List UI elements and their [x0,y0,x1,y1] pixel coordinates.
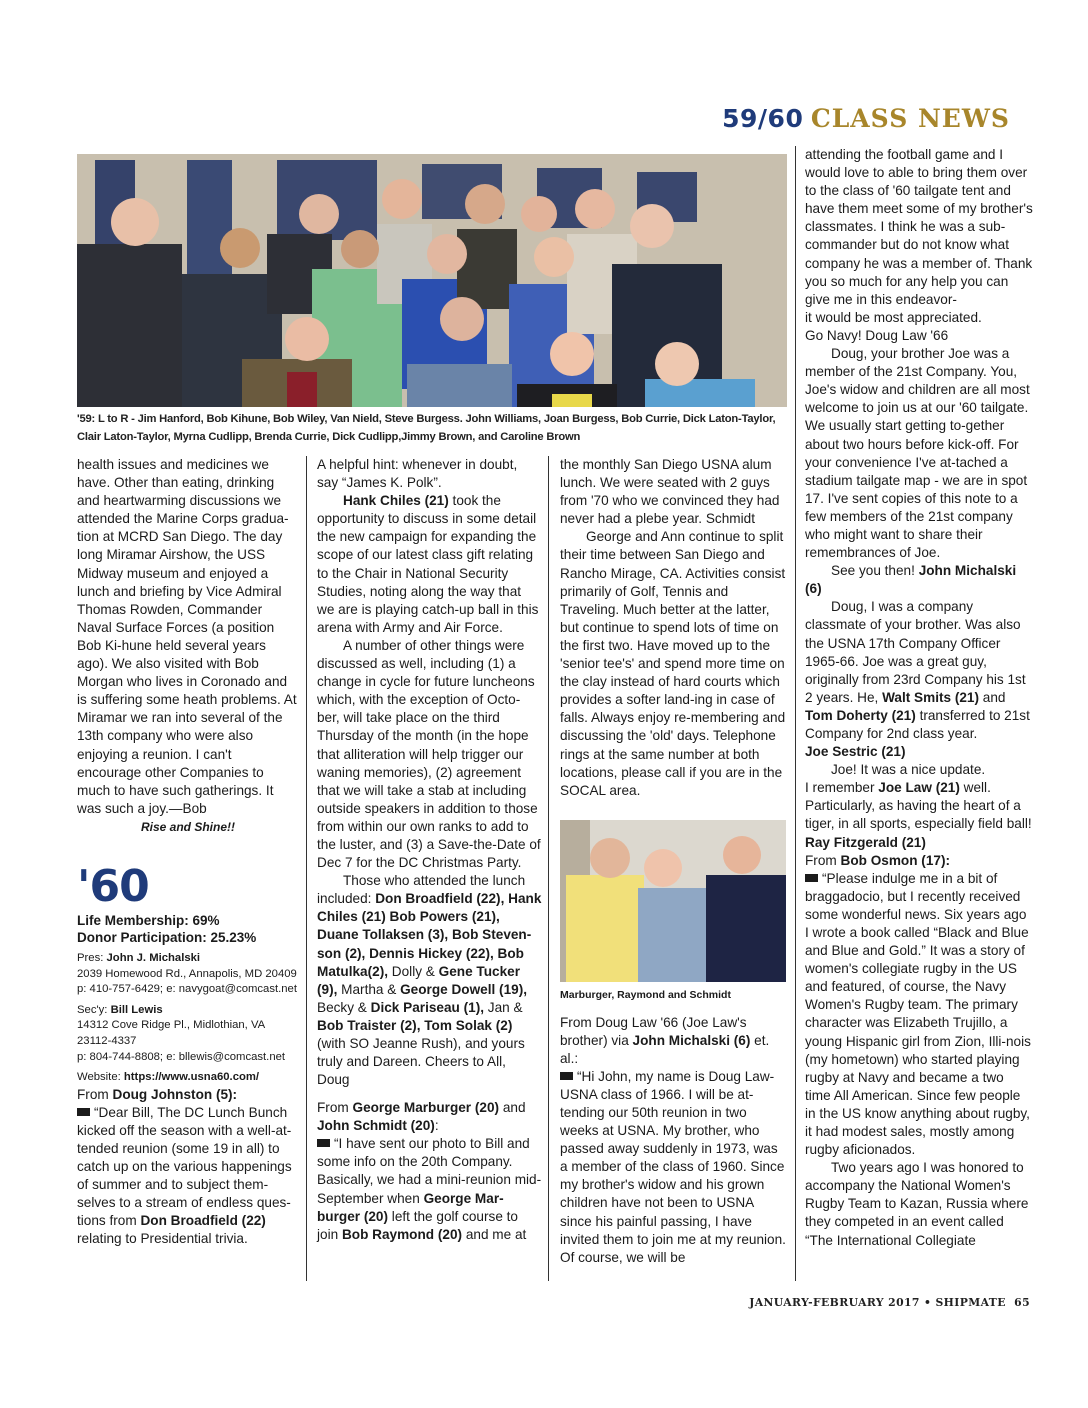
bullet-icon [805,874,818,882]
column-4 [805,146,1033,1250]
publication-name: SHIPMATE [935,1296,1006,1309]
letter-text: “Please indulge me in a bit of braggadocio, but I recently received some wonderful news. Six years ago I wrote a book called “Black and Blue and Blue and Gold.” It was a story of women's collegiate rugby in the US and featured, of course, the Navy Women's Rugby team. The primary character was Elizabeth Trujillo, a young Hispanic girl from Zion, Illi-nois (my hometown) who started playing rugby at Navy and became a two time All American. Since few people in the US know anything about rugby, it had modest sales, mostly among rugby aficionados. [805,870,1031,1158]
section-header [722,104,1010,134]
letter-text: left the golf course to join [317,1208,518,1242]
column-3 [560,456,788,1267]
from-and: and [502,1100,526,1116]
attendee-spouse: Jan & [487,999,523,1015]
website [77,1070,299,1086]
from-prefix: From [317,1100,349,1116]
website-link[interactable]: https://www.usna60.com/ [123,1071,260,1084]
attendee: Duane Tollaksen (3), Bob Steven-son (2), Dennis Hickey (22), Bob Matulka(2), [317,927,532,979]
signature-name: Joe Sestric (21) [805,744,906,760]
bullet-icon [560,1072,573,1080]
attendees-paragraph [317,872,542,1089]
letter-paragraph [805,870,1033,1160]
body-text: transferred to 21st Company for 2nd class year. [805,707,1030,741]
group-photo [77,154,787,407]
hint-paragraph: A helpful hint: whenever in doubt, say “James K. Polk”. [317,457,518,491]
group-photo-image [77,154,787,407]
letter-name: George Mar-burger (20) [317,1190,504,1224]
body-text: Doug, I was a company classmate of your brother. Was also the USNA 17th Company Officer 1965-66. Joe was a great guy, originally from 23rd Company his 1st 2 years. He, [805,599,1026,705]
signature-line [805,562,1033,598]
column-2 [317,456,542,1244]
from-name: Doug Johnston (5): [112,1086,238,1102]
secy-address: 14312 Cove Ridge Pl., Midlothian, VA 23112-4337 [77,1019,265,1047]
body-text: and [982,689,1006,705]
body-paragraph: attending the football game and I would love to able to bring them over to the class of '60 tailgate tent and have them meet some of my brother's classmates. I think he was a sub-commander but do not know what company he was a member of. Thank you so much for any help you can give me in this endeavor- [805,147,1033,307]
president-contact [77,951,299,998]
hank-paragraph [317,492,542,637]
pres-phone-email: p: 410-757-6429; e: navygoat@comcast.net [77,983,297,996]
attendee: Dick Pariseau (1), [370,999,484,1015]
page-footer [749,1296,1030,1309]
secy-phone-email: p: 804-744-8808; e: bllewis@comcast.net [77,1050,286,1063]
attendee: Bob Traister (2), Tom Solak (2) [317,1017,513,1033]
attendee: Gene Tucker (9), [317,963,520,997]
from-end: et. al.: [560,1032,770,1066]
life-membership: Life Membership: 69% [77,912,220,928]
from-line [560,1014,788,1068]
body-text: I remember [805,780,875,796]
signature-name: John Michalski (6) [805,563,1017,597]
column-divider [548,456,549,1281]
attendee: George Dowell (19), [400,981,528,997]
pres-address: 2039 Homewood Rd., Annapolis, MD 20409 [77,967,297,980]
body-paragraph: George and Ann continue to split their time between San Diego and Rancho Mirage, CA. Activities consist primarily of Golf, Tennis and Traveling. Much better at the latter, but continue to spend lots of time on the first two. Have moved up to the 'senior tee's' and spend more time on the clay instead of hard courts which provides a softer land-ing in case of falls. Always enjoy re-membering and discussing the 'old' days. Telephone rings at the same number at both locations, please call if you are in the SOCAL area. [560,529,786,798]
letter-name: Bob Raymond (20) [341,1226,463,1242]
body-text: well. Particularly, as having the heart of a tiger, in all sports, especially field ball! [805,780,1032,832]
person-name: Joe Law (21) [878,780,960,796]
hank-text: took the opportunity to discuss in some detail the new campaign for expanding the scope of our latest class gift relating to the Chair in National Security Studies, noting along the way that we are is playing catch-up ball in this arena with Army and Air Force. [317,493,539,635]
letter-text: and me at [465,1226,527,1242]
section-number: 59/60 [722,104,804,133]
trio-photo-caption: Marburger, Raymond and Schmidt [560,988,731,1001]
class-year-heading: '60 [77,860,149,912]
body-paragraph: health issues and medicines we have. Other than eating, drinking and heartwarming discussions we attended the Marine Corps gradua-tion at MCRD San Diego. The day long Miramar Airshow, the USS Midway museum and enjoyed a lunch and briefing by Vice Admiral Thomas Rowden, Commander Naval Surface Forces (a position Bob Ki-hune held several years ago). We also visited with Bob Morgan who lives in Coronado and is suffering some heath problems. At Miramar we ran into several of the 13th company who were also enjoying a reunion. I can't encourage other Companies to much to have such gatherings. It was such a joy.—Bob [77,457,297,816]
letter-paragraph [317,1135,542,1244]
attendee-spouse: Becky & [317,999,367,1015]
pres-label: Pres: [77,951,104,964]
from-name: Bob Osmon (17): [840,852,951,868]
secretary-contact [77,1003,299,1065]
person-name: Tom Doherty (21) [805,707,916,723]
trio-photo-image [560,820,786,982]
trio-photo [560,820,786,982]
secy-label: Sec'y: [77,1003,108,1016]
signature-name: Ray Fitzgerald (21) [805,834,926,850]
pres-name: John J. Michalski [106,951,201,964]
from-prefix: From [77,1086,109,1102]
from-prefix: From [805,852,837,868]
bullet-icon [77,1108,90,1116]
attendee: Hank Chiles (21) Bob Powers (21), [317,891,542,925]
person-name: Hank Chiles (21) [343,493,449,509]
body-paragraph: the monthly San Diego USNA alum lunch. We were seated with 2 guys from '70 who we convinced they had never had a plebe year. Schmidt [560,457,780,527]
attendee-spouse: Dolly & [391,963,435,979]
column-divider [795,146,796,1281]
see-you-text: See you then! [831,563,915,579]
letter-paragraph [77,1104,299,1249]
from-line [805,852,1033,870]
body-line: Go Navy! Doug Law '66 [805,327,949,343]
from-line [77,1086,299,1104]
column-1 [77,456,299,1248]
body-line: it would be most appreciated. [805,309,982,325]
signature-line [805,743,1033,761]
section-title: CLASS NEWS [810,104,1010,133]
footer-separator: • [923,1296,932,1309]
from-line [317,1099,542,1135]
body-paragraph [805,779,1033,851]
from-text: From Doug Law '66 (Joe Law's brother) via [560,1014,747,1048]
from-name: John Michalski (6) [632,1032,751,1048]
body-paragraph: Doug, your brother Joe was a member of the 21st Company. You, Joe's widow and children are all most welcome to join us at our '60 tailgate. We usually start getting to-gether about two hours before kick-off. For your convenience I've at-tached a stadium tailgate map - we are in spot 17. I've sent copies of this note to a few members of the 21st company who might want to share their remembrances of Joe. [805,346,1030,561]
letter-text: “Hi John, my name is Doug Law-USNA class of 1966. I will be at-tending our 50th reunion in two weeks at USNA. My brother, who passed away suddenly in 1973, was a member of the class of 1960. Since my brother's widow and his grown children have not been to USNA since his painful passing, I have invited them to join me at my reunion. Of course, we will be [560,1068,786,1265]
attendee: Don Broadfield (22), [375,891,505,907]
bullet-icon [317,1139,330,1147]
from-colon: : [434,1118,439,1134]
from-name: John Schmidt (20) [317,1118,435,1134]
column-divider [306,456,307,1281]
person-name: Walt Smits (21) [882,689,980,705]
letter-end: relating to Presidential trivia. [77,1231,248,1247]
group-photo-caption: '59: L to R - Jim Hanford, Bob Kihune, Bob Wiley, Van Nield, Steve Burgess. John Williams, Joan Burgess, Bob Currie, Dick Laton-Taylor, Clair Laton-Taylor, Myrna Cudlipp, Brenda Currie, Dick Cudlipp,Jimmy Brown, and Caroline Brown [77,413,776,443]
letter-paragraph: Two years ago I was honored to accompany the National Women's Rugby Team to Kazan, Russia where they competed in an event called “The International Collegiate [805,1160,1029,1248]
secy-name: Bill Lewis [110,1003,163,1016]
attended-intro: Those who attended the lunch included: [317,873,526,907]
body-paragraph [805,598,1033,743]
from-name: George Marburger (20) [352,1100,500,1116]
attended-end: (with SO Jeanne Rush), and yours truly and Dareen. Cheers to All, Doug [317,1036,525,1088]
letter-text: “I have sent our photo to Bill and some info on the 20th Company. Basically, we had a mini-reunion mid-September when [317,1136,542,1206]
class-stats [77,912,299,946]
items-paragraph: A number of other things were discussed as well, including (1) a change in cycle for future luncheons which, with the exception of Octo-ber, will take place on the third Thursday of the month (in the hope that alliteration will help trigger our waning memories), (2) agreement that we will take a stab at including outside speakers in addition to those from within our own ranks to add to the luster, and (3) a Save-the-Date of Dec 7 for the DC Christmas Party. [317,637,541,871]
issue-date: JANUARY-FEBRUARY 2017 [749,1296,920,1309]
page-number: 65 [1014,1296,1030,1309]
body-line: Joe! It was a nice update. [831,762,986,778]
letter-name: Don Broadfield (22) [140,1213,266,1229]
donor-participation: Donor Participation: 25.23% [77,929,257,945]
attendee-spouse: Martha & [341,981,397,997]
website-label: Website: [77,1071,121,1084]
letter-paragraph [560,1068,788,1267]
letter-text: “Dear Bill, The DC Lunch Bunch kicked off the season with a well-at-tended reunion (some 19 in all) to catch up on the various happenings of summer and to subject them-selves to a stream of endless ques-tions from [77,1104,292,1229]
signoff: Rise and Shine!! [140,819,235,834]
